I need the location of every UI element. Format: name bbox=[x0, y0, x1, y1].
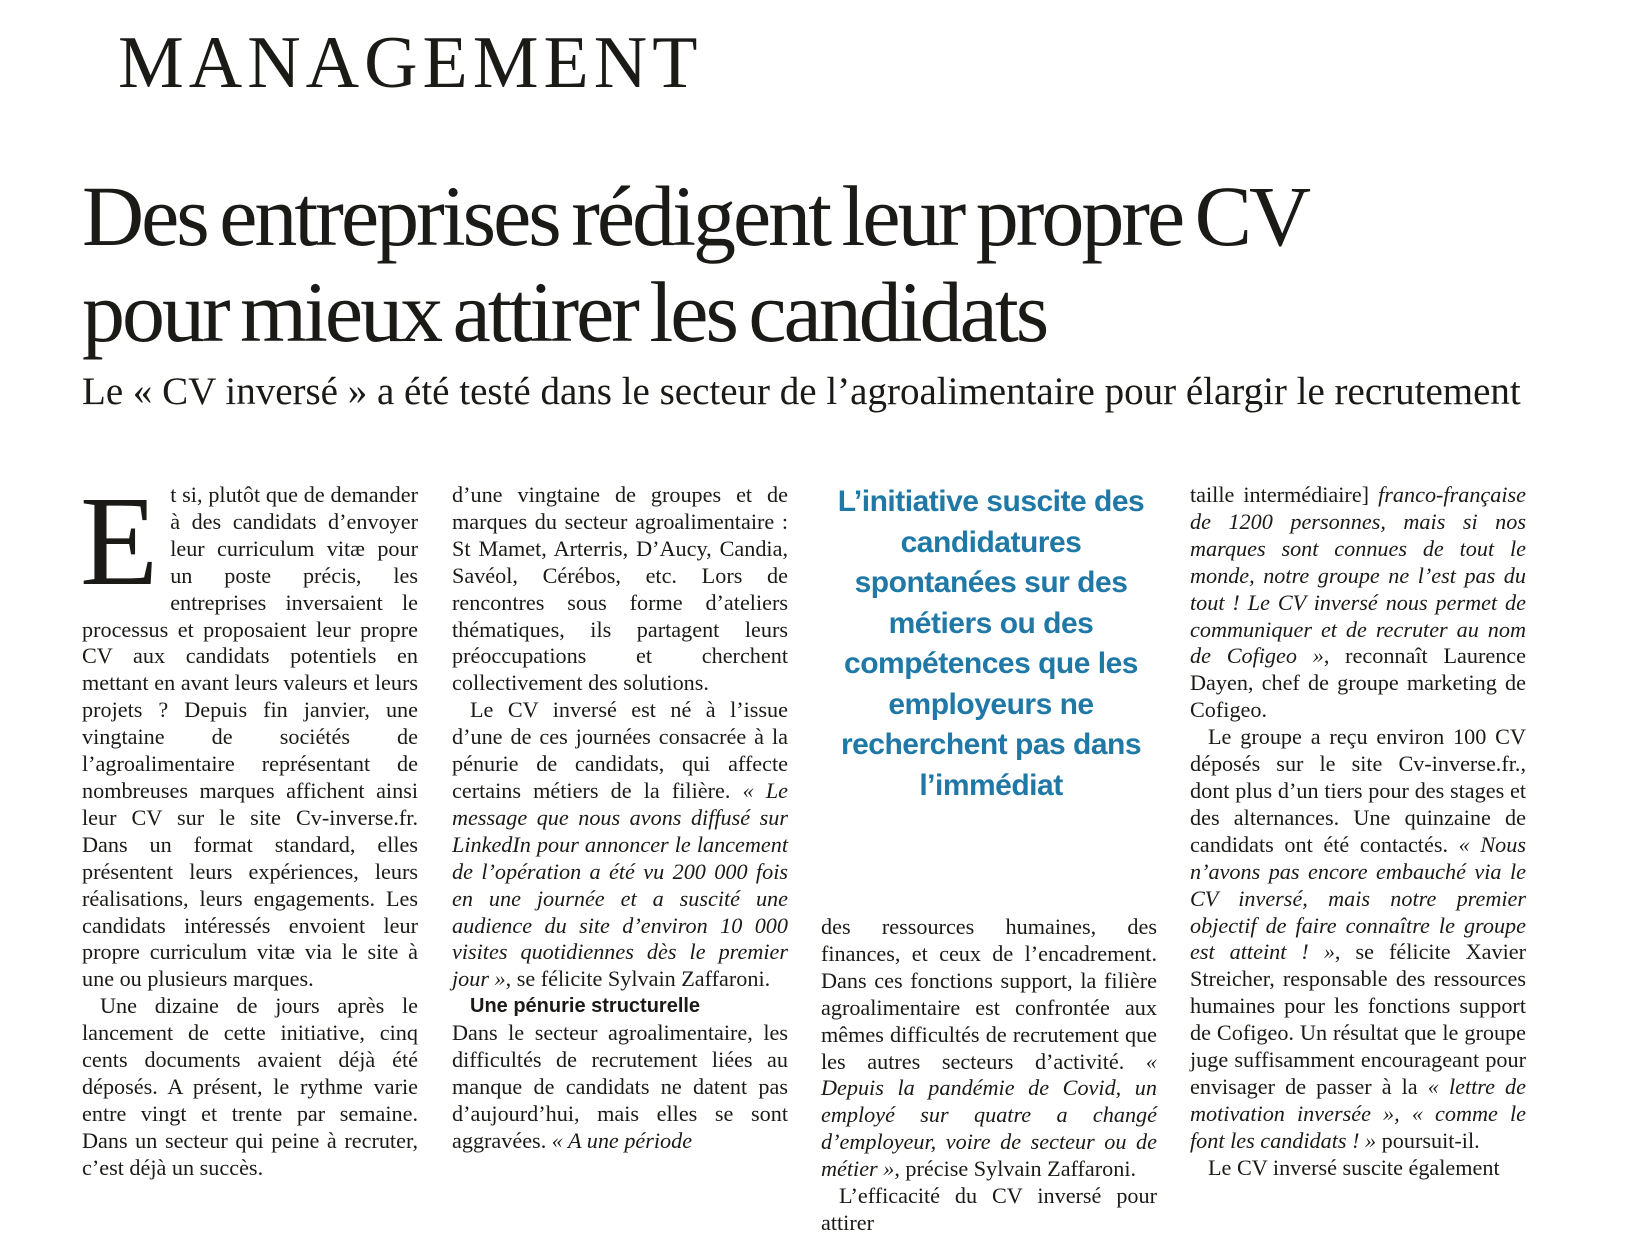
paragraph-text: taille intermédiaire] bbox=[1190, 482, 1370, 507]
headline-line-2: pour mieux attirer les candidats bbox=[82, 264, 1047, 360]
article-column-3 bbox=[821, 914, 1157, 1237]
paragraph bbox=[1190, 482, 1526, 724]
attribution: , précise Sylvain Zaffaroni. bbox=[894, 1156, 1137, 1182]
article-column-4 bbox=[1190, 482, 1526, 1182]
paragraph bbox=[821, 914, 1157, 1183]
article-column-2 bbox=[452, 482, 788, 1155]
quote: « Le message que nous avons diffusé sur LinkedIn pour annoncer le lancement de l’opération a été vu 200 000 fois en une journée et a suscité une audience du site d’environ 10 000 visites quotidiennes dès le premier jour » bbox=[452, 777, 789, 992]
section-subhead: Une pénurie structurelle bbox=[470, 995, 701, 1018]
paragraph: Le CV inversé suscite également bbox=[1208, 1154, 1500, 1180]
paragraph-text: Le CV inversé est né à l’issue d’une de ces journées consacrée à la pénurie de candidats, qui affecte certains métiers de la filière. bbox=[452, 697, 788, 803]
attribution: , reconnaît Laurence Dayen, chef de groupe marketing de Cofigeo. bbox=[1190, 643, 1526, 723]
attribution: poursuit-il. bbox=[1376, 1127, 1480, 1153]
attribution: , se félicite Sylvain Zaffaroni. bbox=[505, 966, 771, 992]
subheadline: Le « CV inversé » a été testé dans le secteur de l’agroalimentaire pour élargir le recrutement bbox=[82, 370, 1521, 413]
quote: « Nous n’avons pas encore embauché via le CV inversé, mais notre premier objectif de faire connaître le groupe est atteint ! » bbox=[1190, 831, 1527, 965]
paragraph-text: t si, plutôt que de demander à des candidats d’envoyer leur curriculum vitæ pour un poste précis, les entreprises inversaient le processus et proposaient leur propre CV aux candidats potentiels en mettant en avant leurs valeurs et leurs projets ? Depuis fin janvier, une vingtaine de sociétés de l’agroalimentaire représentant de nombreuses marques affichent ainsi leur CV sur le site Cv-inverse.fr. Dans un format standard, elles présentent leurs expériences, leurs réalisations, leurs engagements. Les candidats intéressés envoient leur propre curriculum vitæ via le site à une ou plusieurs marques. bbox=[82, 482, 418, 992]
paragraph-text: Le groupe a reçu environ 100 CV déposés sur le site Cv-inverse.fr., dont plus d’un tiers pour des stages et des alternances. Une quinzaine de candidats ont été contactés. bbox=[1190, 724, 1526, 857]
pull-quote: L’initiative suscite des candidatures spontanées sur des métiers ou des compétences que les employeurs ne recherchent pas dans l’immédiat bbox=[837, 485, 1145, 802]
quote: franco-française de 1200 personnes, mais si nos marques sont connues de tout le monde, notre groupe ne l’est pas du tout ! Le CV inversé nous permet de communiquer et de recruter au nom de Cofigeo » bbox=[1190, 482, 1527, 669]
drop-cap: E bbox=[80, 470, 159, 612]
paragraph bbox=[80, 470, 418, 993]
paragraph bbox=[452, 697, 788, 993]
attribution: , se félicite Xavier Streicher, responsable des ressources humaines pour les fonctions support de Cofigeo. Un résultat que le groupe juge suffisamment encourageant pour envisager de passer à la bbox=[1190, 939, 1526, 1099]
paragraph-text: Dans le secteur agroalimentaire, les difficultés de recrutement liées au manque de candidats ne datent pas d’aujourd’hui, mais elles se sont aggravées. bbox=[452, 1020, 788, 1153]
quote: « Depuis la pandémie de Covid, un employé sur quatre a changé d’employeur, voire de secteur ou de métier » bbox=[821, 1048, 1157, 1182]
paragraph: Une dizaine de jours après le lancement de cette initiative, cinq cents documents avaient déjà été déposés. A présent, le rythme varie entre vingt et trente par semaine. Dans un secteur qui peine à recruter, c’est déjà un succès. bbox=[82, 993, 418, 1180]
paragraph bbox=[452, 1020, 788, 1155]
headline-line-1: Des entreprises rédigent leur propre CV bbox=[82, 168, 1309, 264]
paragraph: d’une vingtaine de groupes et de marques du secteur agroalimentaire : St Mamet, Arterris, D’Aucy, Candia, Savéol, Cérébos, etc. Lors de rencontres sous forme d’ateliers thématiques, ils partagent leurs préoccupations et cherchent collectivement des solutions. bbox=[452, 482, 788, 696]
paragraph-text: des ressources humaines, des finances, et ceux de l’encadrement. Dans ces fonctions support, la filière agroalimentaire est confrontée aux mêmes difficultés de recrutement que les autres secteurs d’activité. bbox=[821, 914, 1157, 1074]
section-title: MANAGEMENT bbox=[118, 22, 703, 104]
paragraph bbox=[1190, 724, 1526, 1155]
quote: « lettre de motivation inversée », « comme le font les candidats ! » bbox=[1190, 1073, 1526, 1153]
headline bbox=[82, 168, 1582, 360]
article-column-1 bbox=[80, 470, 418, 1182]
quote: « A une période bbox=[551, 1127, 693, 1153]
paragraph: L’efficacité du CV inversé pour attirer bbox=[821, 1183, 1157, 1235]
